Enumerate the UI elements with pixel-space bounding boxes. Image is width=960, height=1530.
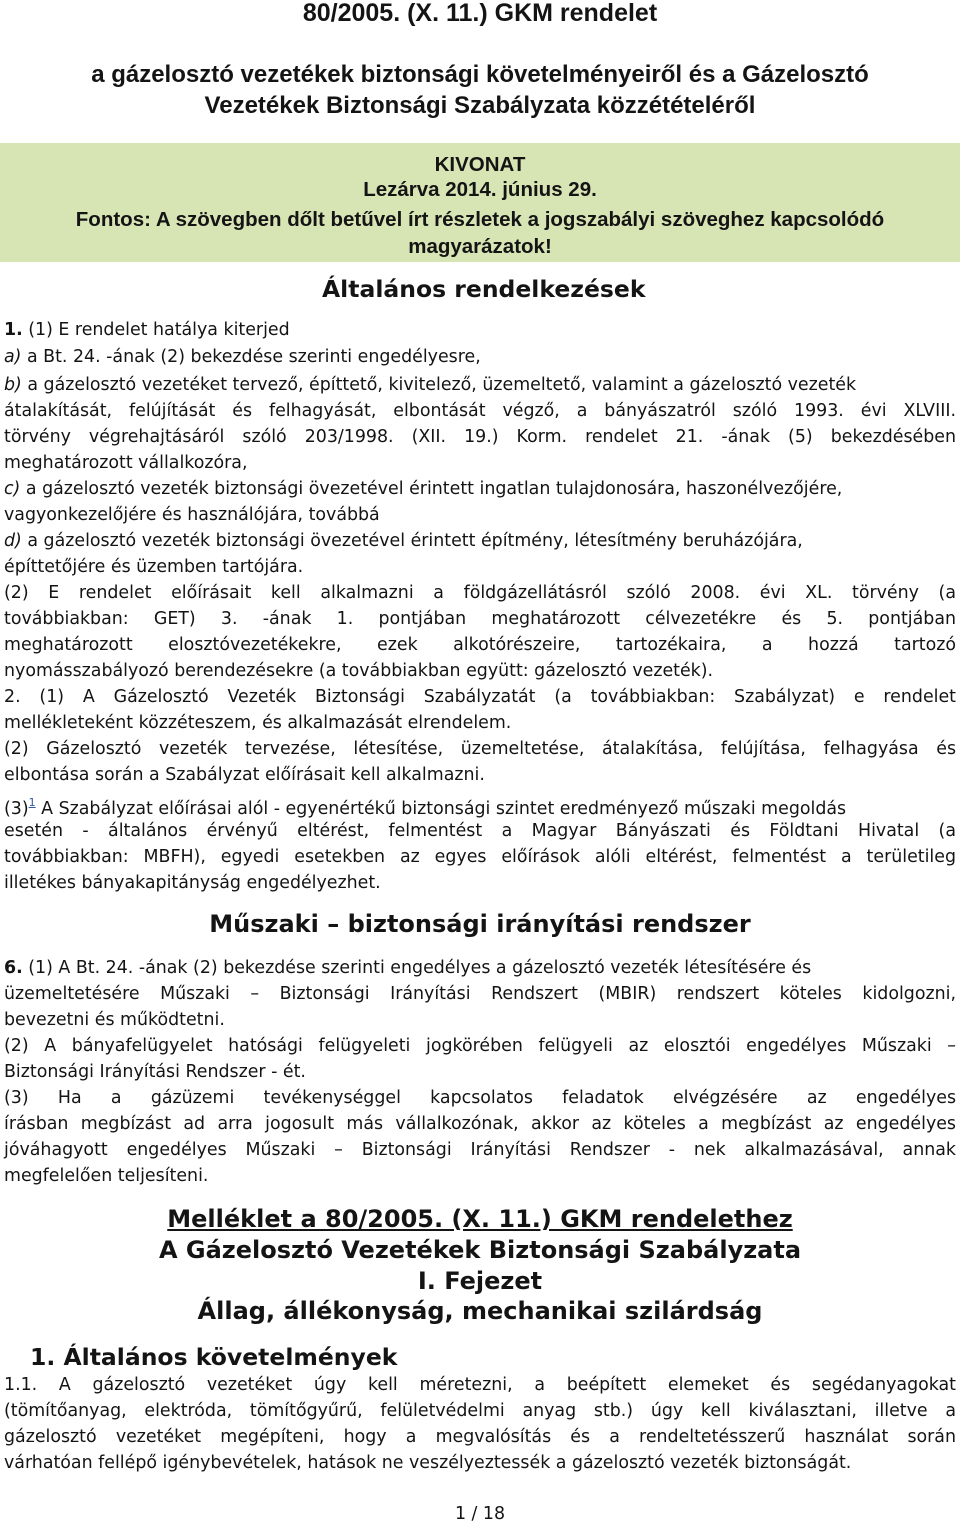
page-indicator: 1 / 18	[454, 1504, 506, 1524]
text-line: továbbiakban: MBFH), egyedi esetekben az egyes előírások alóli eltérést, felmentést a területileg	[4, 847, 956, 867]
text-line: bevezetni és működtetni.	[4, 1010, 225, 1030]
item-text: a gázelosztó vezetéket tervező, építtető, kivitelező, üzemeltető, valamint a gázelosztó vezeték	[21, 375, 857, 395]
paragraph-text: (1) E rendelet hatálya kiterjed	[22, 320, 290, 340]
text-line: mellékleteként közzéteszem, és alkalmazását elrendelem.	[4, 713, 512, 733]
section-heading-general: Általános rendelkezések	[322, 275, 646, 303]
paragraph-2-3-line	[4, 792, 956, 820]
item-b	[4, 374, 956, 396]
text-line: 2. (1) A Gázelosztó Vezeték Biztonsági Szabályzatát (a továbbiakban: Szabályzat) e rendelet	[4, 687, 956, 707]
text-line: (2) E rendelet előírásait kell alkalmazni a földgázellátásról szóló 2008. évi XL. törvény (a	[4, 583, 956, 603]
text-line: (2) Gázelosztó vezeték tervezése, létesítése, üzemeltetése, átalakítása, felújítása, felhagyása és	[4, 739, 956, 759]
text-line: jóváhagyott engedélyes Műszaki – Biztonsági Irányítási Rendszer - nek alkalmazásával, annak	[4, 1140, 956, 1160]
text-line: (2) A bányafelügyelet hatósági felügyeleti jogkörében felügyeli az elosztói engedélyes Műszaki –	[4, 1036, 956, 1056]
subparagraph-number: (3)	[4, 799, 29, 819]
text-line: üzemeltetésére Műszaki – Biztonsági Irányítási Rendszert (MBIR) rendszert köteles kidolgozni,	[4, 984, 956, 1004]
document-subtitle-line-1: a gázelosztó vezetékek biztonsági követelményeiről és a Gázelosztó	[91, 61, 869, 88]
text-line: nyomásszabályozó berendezésekre (a továbbiakban együtt: gázelosztó vezeték).	[4, 661, 714, 681]
text-line: törvény végrehajtásáról szóló 203/1998. (XII. 19.) Korm. rendelet 21. -ának (5) bekezdésében	[4, 427, 956, 447]
document-title: 80/2005. (X. 11.) GKM rendelet	[302, 0, 658, 27]
text-line: Biztonsági Irányítási Rendszer - ét.	[4, 1062, 306, 1082]
chapter-title: Állag, állékonyság, mechanikai szilárdság	[197, 1297, 763, 1325]
paragraph-6-line	[4, 957, 956, 979]
summary-note-line-2: magyarázatok!	[408, 235, 552, 258]
item-letter: b)	[4, 375, 22, 395]
text-line: továbbiakban: GET) 3. -ának 1. pontjában meghatározott célvezetékre és 5. pontjában	[4, 609, 956, 629]
text-line: építtetőjére és üzemben tartójára.	[4, 557, 304, 577]
item-c	[4, 478, 956, 500]
text-line: gázelosztó vezetéket megépíteni, hogy a megvalósítás és a rendeltetésszerű használat során	[4, 1427, 956, 1447]
text-line: (3) Ha a gázüzemi tevékenységgel kapcsolatos feladatok elvégzésére az engedélyes	[4, 1088, 956, 1108]
text-line: átalakítását, felújítását és felhagyását, elbontását végző, a bányászatról szóló 1993. évi XLVIII.	[4, 401, 956, 421]
summary-kivonat: KIVONAT	[434, 153, 526, 176]
item-text: a gázelosztó vezeték biztonsági övezetével érintett építmény, létesítmény beruházójára,	[21, 531, 803, 551]
text-line: írásban megbízást ad arra jogosult más vállalkozónak, akkor az köteles a megbízást az engedélyes	[4, 1114, 956, 1134]
text-line: illetékes bányakapitányság engedélyezhet.	[4, 873, 381, 893]
item-letter: d)	[4, 531, 22, 551]
annex-subtitle: A Gázelosztó Vezetékek Biztonsági Szabályzata	[158, 1236, 802, 1264]
text-line: (tömítőanyag, elektróda, tömítőgyűrű, felületvédelmi anyag stb.) úgy kell kiválasztani, illetve a	[4, 1401, 956, 1421]
annex-section-heading: 1. Általános követelmények	[30, 1343, 398, 1371]
chapter-label: I. Fejezet	[417, 1267, 543, 1295]
item-letter: c)	[4, 479, 21, 499]
text-line: elbontása során a Szabályzat előírásait kell alkalmazni.	[4, 765, 485, 785]
paragraph-number: 1.	[4, 320, 23, 340]
text-line: meghatározott elosztóvezetékekre, ezek alkotórészeire, tartozékaira, a hozzá tartozó	[4, 635, 956, 655]
text-line: meghatározott vállalkozóra,	[4, 453, 248, 473]
paragraph-text: (1) A Bt. 24. -ának (2) bekezdése szerinti engedélyes a gázelosztó vezeték létesítésére és	[22, 958, 812, 978]
footnote-link[interactable]: 1	[28, 796, 36, 809]
annex-title: Melléklet a 80/2005. (X. 11.) GKM rendelethez	[167, 1205, 793, 1233]
text-line: vagyonkezelőjére és használójára, továbbá	[4, 505, 380, 525]
item-a	[4, 346, 956, 368]
document-subtitle-line-2: Vezetékek Biztonsági Szabályzata közzétételéről	[204, 92, 756, 119]
paragraph-number: 6.	[4, 958, 23, 978]
item-d	[4, 530, 956, 552]
summary-note-line-1: Fontos: A szövegben dőlt betűvel írt részletek a jogszabályi szöveghez kapcsolódó	[75, 208, 885, 231]
text-line: esetén - általános érvényű eltérést, felmentést a Magyar Bányászati és Földtani Hivatal (a	[4, 821, 956, 841]
paragraph-1-line	[4, 319, 956, 341]
paragraph-text: A Szabályzat előírásai alól - egyenértékű biztonsági szintet eredményező műszaki megoldás	[35, 799, 847, 819]
text-line: 1.1. A gázelosztó vezetéket úgy kell méretezni, a beépített elemeket és segédanyagokat	[4, 1375, 956, 1395]
section-heading-mbir: Műszaki – biztonsági irányítási rendszer	[209, 910, 751, 938]
text-line: várhatóan fellépő igénybevételek, hatások ne veszélyeztessék a gázelosztó vezeték biztonságát.	[4, 1453, 852, 1473]
summary-box	[0, 143, 960, 262]
item-text: a gázelosztó vezeték biztonsági övezetével érintett ingatlan tulajdonosára, haszonélvezőjére,	[20, 479, 843, 499]
text-line: megfelelően teljesíteni.	[4, 1166, 209, 1186]
item-text: a Bt. 24. -ának (2) bekezdése szerinti engedélyesre,	[21, 347, 481, 367]
item-letter: a)	[4, 347, 22, 367]
summary-closed-date: Lezárva 2014. június 29.	[363, 178, 597, 201]
